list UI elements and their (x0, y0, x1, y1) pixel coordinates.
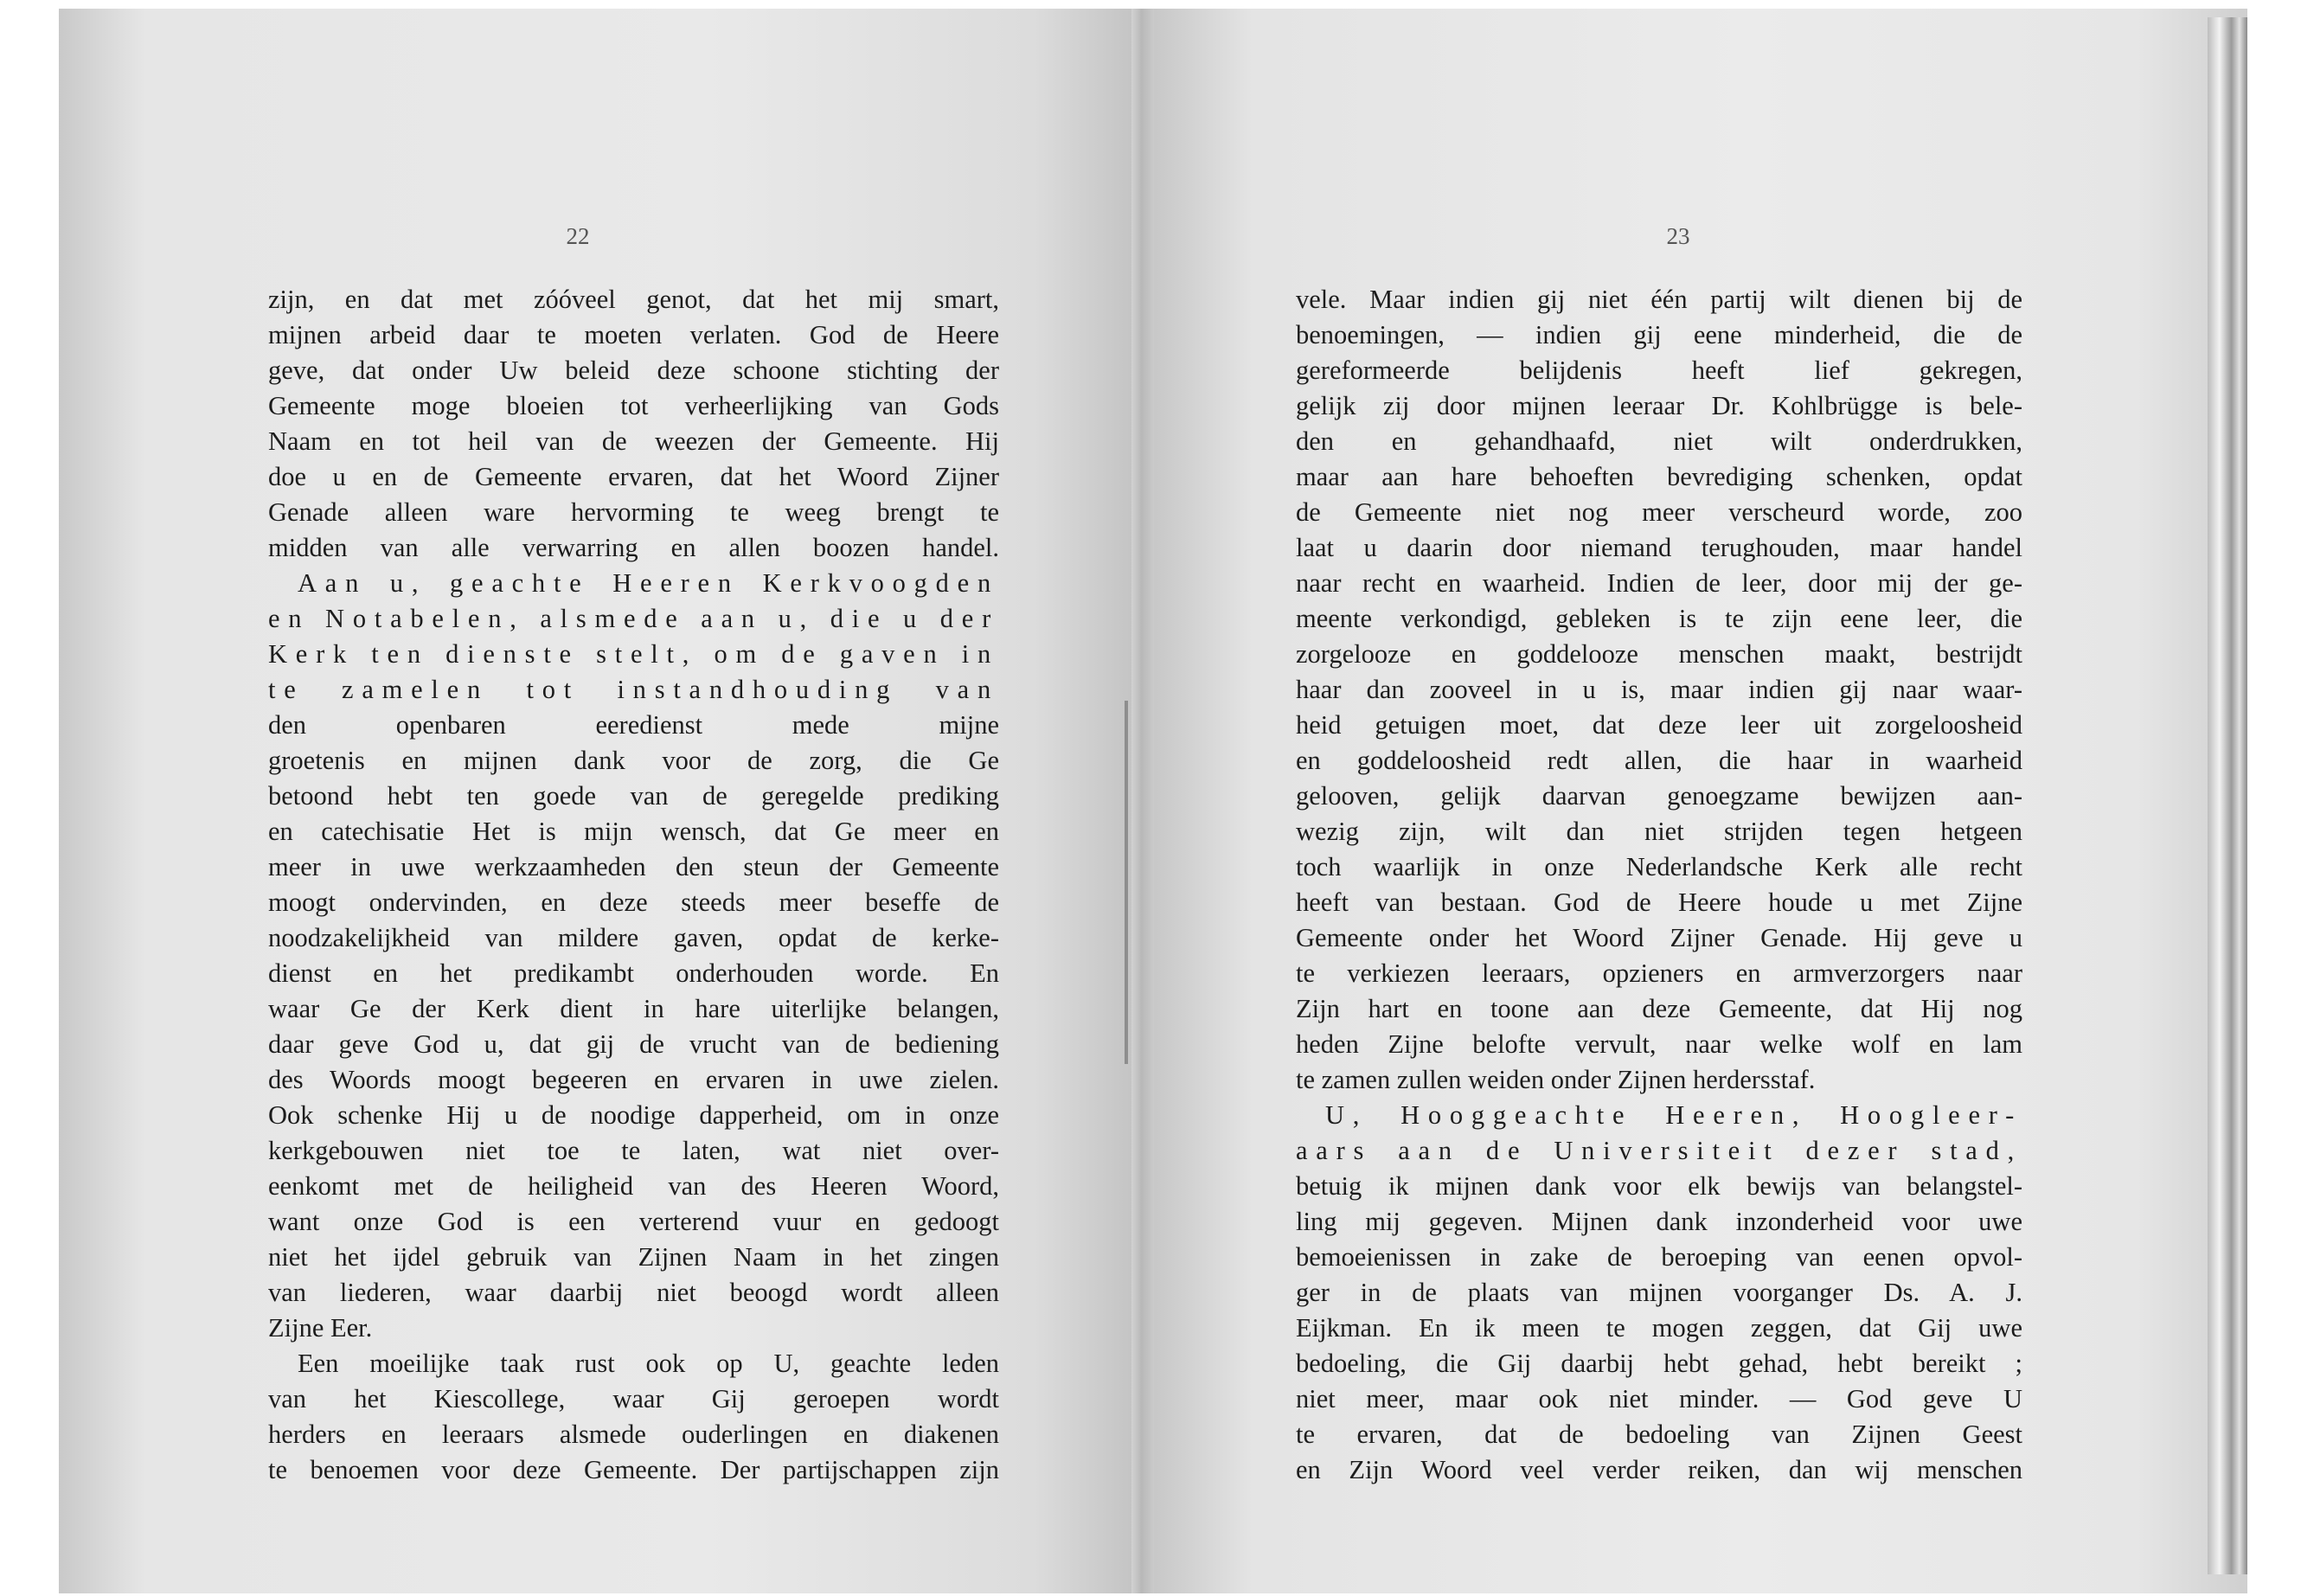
text-line: aars aan de Universiteit dezer stad, (1296, 1136, 2022, 1165)
text-line: benoemingen, — indien gij eene minderheid, die de (1296, 320, 2022, 349)
text-line: vele. Maar indien gij niet één partij wilt dienen bij de (1296, 285, 2022, 314)
text-line: gelooven, gelijk daarvan genoegzame bewijzen aan- (1296, 781, 2022, 811)
text-line: van het Kiescollege, waar Gij geroepen wordt (268, 1384, 999, 1413)
text-line: meente verkondigd, gebleken is te zijn eene leer, die (1296, 604, 2022, 633)
text-line: eenkomt met de heiligheid van des Heeren Woord, (268, 1171, 999, 1201)
text-line: Kerk ten dienste stelt, om de gaven in (268, 639, 999, 669)
text-line: Een moeilijke taak rust ook op U, geachte leden (298, 1349, 999, 1378)
text-line: Naam en tot heil van de weezen der Gemeente. Hij (268, 426, 999, 456)
text-line: ling mij gegeven. Mijnen dank inzonderheid voor uwe (1296, 1207, 2022, 1236)
text-line: dienst en het predikambt onderhouden worde. En (268, 958, 999, 988)
text-line: Zijne Eer. (268, 1313, 373, 1343)
book-scan (59, 9, 2247, 1593)
text-line: bemoeienissen in zake de beroeping van eenen opvol- (1296, 1242, 2022, 1272)
text-line: laat u daarin door niemand terughouden, maar handel (1296, 533, 2022, 562)
text-line: bedoeling, die Gij daarbij hebt gehad, hebt bereikt ; (1296, 1349, 2022, 1378)
text-line: naar recht en waarheid. Indien de leer, door mij der ge- (1296, 568, 2022, 598)
text-line: wezig zijn, wilt dan niet strijden tegen hetgeen (1296, 817, 2022, 846)
text-line: Genade alleen ware hervorming te weeg brengt te (268, 497, 999, 527)
right-page-text (1296, 282, 2022, 1488)
text-line: Gemeente moge bloeien tot verheerlijking van Gods (268, 391, 999, 420)
text-line: te verkiezen leeraars, opzieners en armverzorgers naar (1296, 958, 2022, 988)
binding-thread (1125, 701, 1128, 1064)
text-line: geve, dat onder Uw beleid deze schoone stichting der (268, 356, 999, 385)
text-line: niet meer, maar ook niet minder. — God geve U (1296, 1384, 2022, 1413)
text-line: betoond hebt ten goede van de geregelde prediking (268, 781, 999, 811)
text-line: gereformeerde belijdenis heeft lief gekregen, (1296, 356, 2022, 385)
text-line: midden van alle verwarring en allen boozen handel. (268, 533, 999, 562)
text-line: te ervaren, dat de bedoeling van Zijnen Geest (1296, 1420, 2022, 1449)
text-line: doe u en de Gemeente ervaren, dat het Woord Zijner (268, 462, 999, 491)
text-line: gelijk zij door mijnen leeraar Dr. Kohlbrügge is bele- (1296, 391, 2022, 420)
text-line: en catechisatie Het is mijn wensch, dat Ge meer en (268, 817, 999, 846)
page-number-right: 23 (1666, 223, 1690, 249)
text-line: te benoemen voor deze Gemeente. Der partijschappen zijn (268, 1455, 999, 1484)
book-gutter (1131, 9, 1154, 1593)
text-line: heid getuigen moet, dat deze leer uit zorgeloosheid (1296, 710, 2022, 740)
text-line: herders en leeraars alsmede ouderlingen en diakenen (268, 1420, 999, 1449)
text-line: ger in de plaats van mijnen voorganger Ds. A. J. (1296, 1278, 2022, 1307)
text-line: noodzakelijkheid van mildere gaven, opdat de kerke- (268, 923, 999, 952)
text-line: betuig ik mijnen dank voor elk bewijs van belangstel- (1296, 1171, 2022, 1201)
text-line: de Gemeente niet nog meer verscheurd worde, zoo (1296, 497, 2022, 527)
text-line: en Notabelen, alsmede aan u, die u der (268, 604, 999, 633)
text-line: toch waarlijk in onze Nederlandsche Kerk alle recht (1296, 852, 2022, 881)
text-line: maar aan hare behoeften bevrediging schenken, opdat (1296, 462, 2022, 491)
text-line: groetenis en mijnen dank voor de zorg, die Ge (268, 746, 999, 775)
left-page-text (268, 282, 999, 1488)
text-line: en Zijn Woord veel verder reiken, dan wij menschen (1296, 1455, 2022, 1484)
text-line: heden Zijne belofte vervult, naar welke wolf en lam (1296, 1029, 2022, 1059)
right-page (1142, 9, 2247, 1593)
text-line: heeft van bestaan. God de Heere houde u met Zijne (1296, 888, 2022, 917)
text-line: den en gehandhaafd, niet wilt onderdrukken, (1296, 426, 2022, 456)
text-line: kerkgebouwen niet toe te laten, wat niet over- (268, 1136, 999, 1165)
text-line: des Woords moogt begeeren en ervaren in uwe zielen. (268, 1065, 999, 1094)
text-line: want onze God is een verterend vuur en gedoogt (268, 1207, 999, 1236)
text-line: Gemeente onder het Woord Zijner Genade. Hij geve u (1296, 923, 2022, 952)
text-line: Eijkman. En ik meen te mogen zeggen, dat Gij uwe (1296, 1313, 2022, 1343)
text-line: U, Hooggeachte Heeren, Hoogleer- (1325, 1100, 2022, 1130)
text-line: haar dan zooveel in u is, maar indien gij naar waar- (1296, 675, 2022, 704)
text-line: Aan u, geachte Heeren Kerkvoogden (298, 568, 999, 598)
text-line: waar Ge der Kerk dient in hare uiterlijke belangen, (268, 994, 999, 1023)
text-line: mijnen arbeid daar te moeten verlaten. God de Heere (268, 320, 999, 349)
left-page (59, 9, 1142, 1593)
text-line: Zijn hart en toone aan deze Gemeente, dat Hij nog (1296, 994, 2022, 1023)
text-line: zorgelooze en goddelooze menschen maakt, bestrijdt (1296, 639, 2022, 669)
text-line: daar geve God u, dat gij de vrucht van de bediening (268, 1029, 999, 1059)
page-number-left: 22 (566, 223, 590, 249)
text-line: Ook schenke Hij u de noodige dapperheid, om in onze (268, 1100, 999, 1130)
text-line: en goddeloosheid redt allen, die haar in waarheid (1296, 746, 2022, 775)
page-stack-edge (2208, 17, 2247, 1574)
text-line: te zamelen tot instandhouding van (268, 675, 999, 704)
text-line: den openbaren eeredienst mede mijne (268, 710, 999, 740)
text-line: van liederen, waar daarbij niet beoogd wordt alleen (268, 1278, 999, 1307)
text-line: niet het ijdel gebruik van Zijnen Naam in het zingen (268, 1242, 999, 1272)
text-line: zijn, en dat met zóóveel genot, dat het mij smart, (268, 285, 999, 314)
text-line: moogt ondervinden, en deze steeds meer beseffe de (268, 888, 999, 917)
text-line: te zamen zullen weiden onder Zijnen herdersstaf. (1296, 1065, 1816, 1094)
text-line: meer in uwe werkzaamheden den steun der Gemeente (268, 852, 999, 881)
